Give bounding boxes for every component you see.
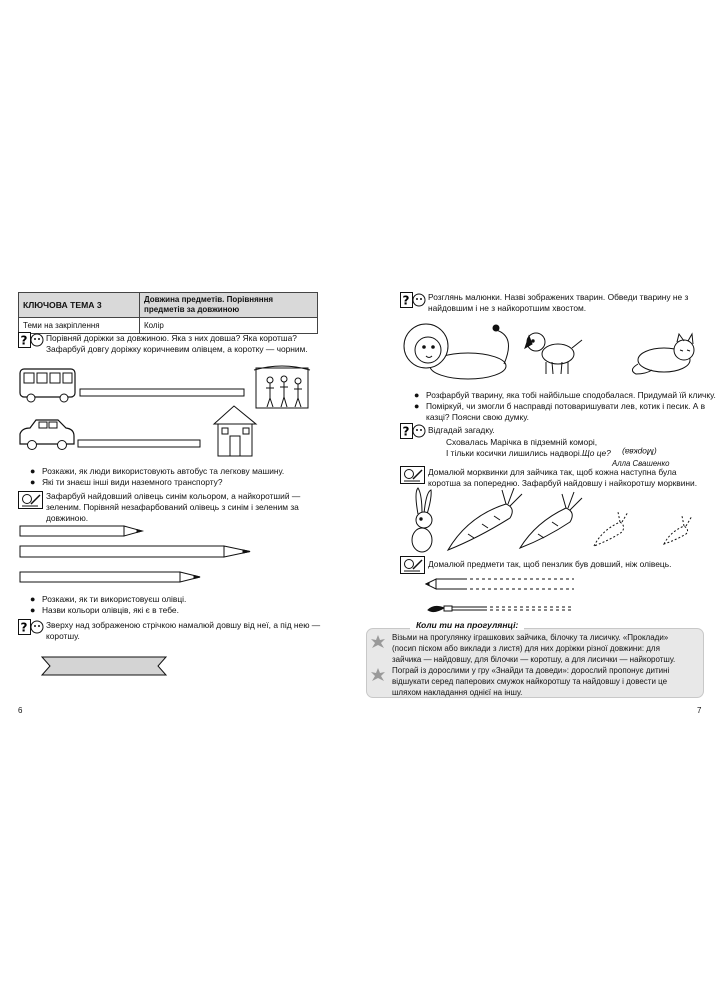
walk-tips-title: Коли ти на прогулянці: [410, 620, 524, 630]
topic-title: Довжина предметів. Порівняння предметів за довжиною [140, 293, 318, 318]
pencil-medium [20, 572, 200, 582]
reinforce-label: Теми на закріплення [19, 318, 140, 334]
r-task3-line1: Домалюй предмети так, щоб пензлик був довший, ніж олівець. [428, 559, 672, 569]
task2-line3: довжиною. [46, 513, 89, 523]
svg-text:?: ? [402, 293, 410, 308]
question-task-icon [400, 292, 426, 308]
task1-line2: Зафарбуй довгу доріжку коричневим олівцем, а коротку — чорним. [46, 344, 308, 354]
riddle-answer-upside-down: (Морква) [622, 447, 657, 457]
task3-line1: Зверху над зображеною стрічкою намалюй довшу від неї, а під нею — [46, 620, 321, 630]
bullet-item-continuation: казці? Поясни свою думку. [426, 412, 529, 422]
car-icon [20, 420, 74, 450]
car-and-path-illustration [18, 404, 298, 460]
r-task2-line2: коротша за попередню. Зафарбуй найдовшу і найкоротшу морквини. [428, 478, 698, 488]
r-task1-line2: найдовшим і не з найкоротшим хвостом. [428, 303, 587, 313]
bullet-item: ● Розкажи, як ти використовуєш олівці. [30, 594, 187, 604]
riddle-line2: І тільки косички лишились надворі. [446, 448, 583, 458]
r-task1-line1: Розглянь малюнки. Назві зображених тварин. Обведи тварину не з [428, 292, 689, 302]
riddle-question: Що це? [582, 448, 611, 458]
carrot-dotted-fourth [664, 516, 692, 544]
riddle-intro: Відгадай загадку. [428, 425, 495, 435]
bunny-icon [412, 488, 432, 552]
pencil-icon [426, 579, 574, 589]
task3-line2: коротшу. [46, 631, 80, 641]
long-path-strip [80, 389, 244, 396]
question-task-icon [400, 423, 426, 439]
svg-text:?: ? [20, 620, 28, 635]
walk-p1-line2: (посип піском або виклади з листя) для них доріжки різної довжини: для [392, 644, 660, 653]
bullet-item: ● Поміркуй, чи змогли б насправді потоваришувати лев, котик і песик. А в [414, 401, 706, 411]
walk-p1-line3: зайчика — найдовшу, для білочки — коротшу, а для лисички — найкоротшу. [392, 655, 676, 664]
walk-p2-line2: відшукати серед паперових смужок найкоротшу та найдовшу і довести це [392, 677, 668, 686]
brush-icon [428, 606, 574, 612]
key-topic-label: КЛЮЧОВА ТЕМА 3 [19, 293, 140, 318]
animals-illustration [396, 316, 702, 386]
question-task-icon [18, 332, 44, 348]
carrot-second [520, 492, 582, 548]
svg-text:?: ? [402, 424, 410, 439]
leaf-icon [370, 667, 386, 683]
bus-stop-people [254, 366, 310, 408]
bullet-item: ● Розкажи, як люди використовують автобус та легкову машину. [30, 466, 285, 476]
short-path-strip [78, 440, 200, 447]
topic-header-table [18, 292, 318, 334]
dog-icon [525, 333, 582, 374]
pencils-illustration [18, 520, 278, 590]
walk-p1-line1: Візьми на прогулянку іграшкових зайчика, білочку та лисичку. «Проклади» [392, 633, 669, 642]
riddle-author: Алла Свашенко [612, 459, 670, 468]
drawing-task-icon [18, 491, 44, 509]
carrot-longest [448, 488, 522, 550]
question-task-icon [18, 619, 44, 635]
drawing-task-icon [400, 466, 426, 484]
bullet-item: ● Розфарбуй тварину, яка тобі найбільше сподобалася. Придумай їй кличку. [414, 390, 716, 400]
drawing-task-icon [400, 556, 426, 574]
house-icon [214, 406, 256, 456]
bullet-item: ● Назви кольори олівців, які є в тебе. [30, 605, 179, 615]
pencil-short [20, 526, 142, 536]
r-task2-line1: Домалюй морквинки для зайчика так, щоб кожна наступна була [428, 467, 677, 477]
task2-line2: зеленим. Порівняй незафарбований олівець з синім і зеленим за [46, 502, 299, 512]
walk-p2-line3: шляхом накладання однієї на іншу. [392, 688, 523, 697]
bus-icon [20, 369, 75, 402]
lion-icon [404, 324, 509, 379]
pencil-brush-illustration [424, 572, 584, 622]
pencil-long [20, 546, 250, 557]
carrots-illustration [398, 486, 704, 554]
carrot-dotted-third [594, 512, 628, 546]
svg-text:?: ? [20, 333, 28, 348]
leaf-icon [370, 634, 386, 650]
cat-icon [632, 334, 694, 374]
ribbon-strip-illustration [40, 654, 170, 678]
reinforce-value: Колір [140, 318, 318, 334]
riddle-line1: Сховалась Марічка в підземній коморі, [446, 437, 598, 447]
walk-p2-line1: Пограй із дорослими у гру «Знайди та доведи»: дорослий пропонує дитині [392, 666, 670, 675]
task1-line1: Порівняй доріжки за довжиною. Яка з них довша? Яка коротша? [46, 333, 297, 343]
task2-line1: Зафарбуй найдовший олівець синім кольором, а найкоротший — [46, 491, 301, 501]
page-number-right: 7 [697, 706, 702, 715]
page-number-left: 6 [18, 706, 23, 715]
bullet-item: ● Які ти знаєш інші види наземного транспорту? [30, 477, 223, 487]
